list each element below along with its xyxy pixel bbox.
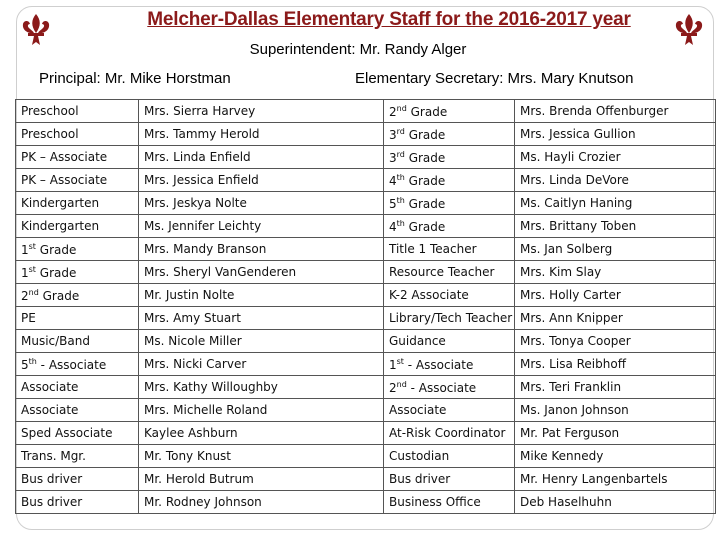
name-cell: Mrs. Nicki Carver	[139, 353, 384, 376]
name-cell: Mrs. Jeskya Nolte	[139, 192, 384, 215]
superintendent-line: Superintendent: Mr. Randy Alger	[249, 41, 467, 58]
page-title: Melcher-Dallas Elementary Staff for the 2016-2017 year	[147, 9, 631, 30]
position-cell: Guidance	[384, 330, 515, 353]
table-row	[16, 399, 716, 422]
position-cell: 3rd Grade	[384, 146, 515, 169]
position-cell: K-2 Associate	[384, 284, 515, 307]
position-cell: 4th Grade	[384, 215, 515, 238]
name-cell: Mrs. Tonya Cooper	[515, 330, 716, 353]
table-row	[16, 100, 716, 123]
staff-table	[15, 99, 716, 514]
name-cell: Mrs. Tammy Herold	[139, 123, 384, 146]
table-row	[16, 491, 716, 514]
position-cell: 2nd - Associate	[384, 376, 515, 399]
name-cell: Mrs. Holly Carter	[515, 284, 716, 307]
table-row	[16, 238, 716, 261]
position-cell: PK – Associate	[16, 146, 139, 169]
name-cell: Mrs. Brittany Toben	[515, 215, 716, 238]
name-cell: Mrs. Linda DeVore	[515, 169, 716, 192]
principal-line: Principal: Mr. Mike Horstman	[39, 70, 231, 87]
name-cell: Mr. Tony Knust	[139, 445, 384, 468]
name-cell: Mrs. Sheryl VanGenderen	[139, 261, 384, 284]
table-row	[16, 146, 716, 169]
name-cell: Mr. Justin Nolte	[139, 284, 384, 307]
table-row	[16, 123, 716, 146]
table-row	[16, 284, 716, 307]
table-row	[16, 376, 716, 399]
position-cell: Associate	[16, 376, 139, 399]
name-cell: Mrs. Brenda Offenburger	[515, 100, 716, 123]
table-row	[16, 192, 716, 215]
name-cell: Ms. Caitlyn Haning	[515, 192, 716, 215]
table-row	[16, 307, 716, 330]
table-row	[16, 215, 716, 238]
position-cell: PK – Associate	[16, 169, 139, 192]
position-cell: Music/Band	[16, 330, 139, 353]
position-cell: 2nd Grade	[384, 100, 515, 123]
table-row	[16, 261, 716, 284]
position-cell: Kindergarten	[16, 192, 139, 215]
name-cell: Deb Haselhuhn	[515, 491, 716, 514]
name-cell: Mrs. Jessica Enfield	[139, 169, 384, 192]
position-cell: Kindergarten	[16, 215, 139, 238]
position-cell: 5th - Associate	[16, 353, 139, 376]
position-cell: Associate	[384, 399, 515, 422]
name-cell: Mrs. Kathy Willoughby	[139, 376, 384, 399]
name-cell: Ms. Nicole Miller	[139, 330, 384, 353]
name-cell: Mrs. Kim Slay	[515, 261, 716, 284]
name-cell: Mrs. Teri Franklin	[515, 376, 716, 399]
table-row	[16, 445, 716, 468]
position-cell: Preschool	[16, 123, 139, 146]
position-cell: 3rd Grade	[384, 123, 515, 146]
name-cell: Mrs. Ann Knipper	[515, 307, 716, 330]
position-cell: Sped Associate	[16, 422, 139, 445]
name-cell: Mrs. Amy Stuart	[139, 307, 384, 330]
secretary-line: Elementary Secretary: Mrs. Mary Knutson	[355, 70, 634, 87]
name-cell: Ms. Jan Solberg	[515, 238, 716, 261]
position-cell: 2nd Grade	[16, 284, 139, 307]
name-cell: Ms. Jennifer Leichty	[139, 215, 384, 238]
position-cell: 1st Grade	[16, 261, 139, 284]
position-cell: Trans. Mgr.	[16, 445, 139, 468]
name-cell: Mr. Henry Langenbartels	[515, 468, 716, 491]
position-cell: Bus driver	[16, 491, 139, 514]
position-cell: Business Office	[384, 491, 515, 514]
position-cell: Resource Teacher	[384, 261, 515, 284]
position-cell: At-Risk Coordinator	[384, 422, 515, 445]
table-row	[16, 422, 716, 445]
name-cell: Mike Kennedy	[515, 445, 716, 468]
name-cell: Mr. Rodney Johnson	[139, 491, 384, 514]
table-row	[16, 169, 716, 192]
position-cell: PE	[16, 307, 139, 330]
name-cell: Mrs. Mandy Branson	[139, 238, 384, 261]
name-cell: Mrs. Michelle Roland	[139, 399, 384, 422]
position-cell: 4th Grade	[384, 169, 515, 192]
position-cell: Library/Tech Teacher	[384, 307, 515, 330]
name-cell: Mrs. Sierra Harvey	[139, 100, 384, 123]
table-row	[16, 330, 716, 353]
position-cell: Associate	[16, 399, 139, 422]
name-cell: Mr. Herold Butrum	[139, 468, 384, 491]
position-cell: Preschool	[16, 100, 139, 123]
position-cell: Bus driver	[384, 468, 515, 491]
position-cell: Custodian	[384, 445, 515, 468]
position-cell: Title 1 Teacher	[384, 238, 515, 261]
table-row	[16, 468, 716, 491]
name-cell: Ms. Janon Johnson	[515, 399, 716, 422]
name-cell: Mrs. Jessica Gullion	[515, 123, 716, 146]
name-cell: Mrs. Linda Enfield	[139, 146, 384, 169]
name-cell: Mr. Pat Ferguson	[515, 422, 716, 445]
position-cell: 5th Grade	[384, 192, 515, 215]
name-cell: Ms. Hayli Crozier	[515, 146, 716, 169]
name-cell: Mrs. Lisa Reibhoff	[515, 353, 716, 376]
position-cell: Bus driver	[16, 468, 139, 491]
position-cell: 1st Grade	[16, 238, 139, 261]
table-row	[16, 353, 716, 376]
position-cell: 1st - Associate	[384, 353, 515, 376]
name-cell: Kaylee Ashburn	[139, 422, 384, 445]
